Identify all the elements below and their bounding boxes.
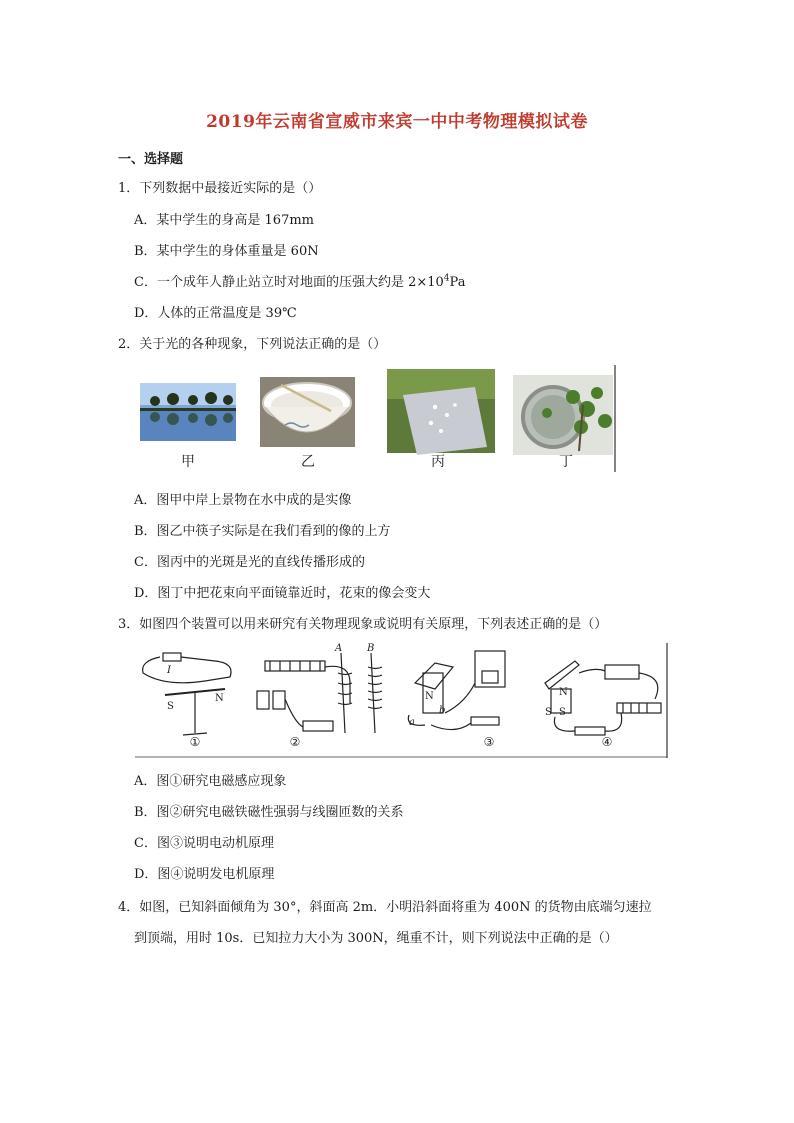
device-4-motor	[545, 661, 661, 735]
fig-label-4: ④	[601, 735, 613, 749]
section-heading: 一、选择题	[118, 152, 184, 167]
q3-option-b: B．图②研究电磁铁磁性强弱与线圈匝数的关系	[134, 805, 404, 820]
svg-text:S: S	[559, 707, 566, 718]
figure-ding-mirror-flowers	[513, 375, 613, 455]
svg-text:N: N	[215, 693, 224, 704]
q2-option-a: A．图甲中岸上景物在水中成的是实像	[134, 493, 352, 508]
svg-text:A: A	[335, 643, 343, 654]
caption-bing: 丙	[431, 454, 445, 470]
fig-label-1: ①	[189, 735, 201, 749]
question-2-stem: 2．关于光的各种现象，下列说法正确的是（）	[118, 337, 387, 352]
caption-yi: 乙	[301, 454, 315, 470]
question-1-stem: 1．下列数据中最接近实际的是（）	[118, 181, 322, 196]
q3-figure	[135, 643, 670, 758]
svg-text:I: I	[167, 665, 171, 676]
q3-option-d: D．图④说明发电机原理	[134, 867, 275, 882]
device-3-coil-galvanometer	[408, 651, 505, 730]
fig-label-2: ②	[289, 735, 301, 749]
q1-option-c: C．一个成年人静止站立时对地面的压强大约是 $2\times 10^4Pa$	[134, 273, 466, 290]
q1-option-a: A．某中学生的身高是 167mm	[134, 213, 314, 228]
question-4-stem-line-2: 到顶端，用时 10s．已知拉力大小为 300N，绳重不计，则下列说法中正确的是（）	[134, 931, 618, 946]
caption-jia: 甲	[181, 454, 195, 470]
q2-option-c: C．图丙中的光斑是光的直线传播形成的	[134, 555, 365, 570]
svg-text:S: S	[545, 707, 552, 718]
q1-option-b: B．某中学生的身体重量是 60N	[134, 244, 319, 259]
q2-option-d: D．图丁中把花束向平面镜靠近时，花束的像会变大	[134, 586, 431, 601]
caption-ding: 丁	[559, 454, 573, 470]
q3-option-a: A．图①研究电磁感应现象	[134, 774, 287, 789]
page-title: 2019年云南省宣威市来宾一中中考物理模拟试卷	[206, 112, 588, 132]
svg-text:a: a	[409, 717, 415, 728]
q1-option-d: D．人体的正常温度是 39℃	[134, 306, 297, 321]
fig-label-3: ③	[483, 735, 495, 749]
question-4-stem-line-1: 4．如图，已知斜面倾角为 30°，斜面高 2m．小明沿斜面将重为 400N 的货物由底端匀速拉	[118, 900, 652, 915]
figure-yi-chopstick-bowl	[260, 377, 355, 447]
q3-option-c: C．图③说明电动机原理	[134, 836, 274, 851]
svg-text:N: N	[559, 687, 568, 698]
svg-text:N: N	[425, 691, 434, 702]
device-2-electromagnets	[257, 653, 382, 733]
svg-text:B: B	[367, 643, 375, 654]
q2-figure	[135, 365, 617, 472]
figure-bing-light-spots	[387, 369, 495, 455]
svg-text:b: b	[439, 705, 446, 716]
figure-jia-reflection	[140, 383, 236, 441]
q2-option-b: B．图乙中筷子实际是在我们看到的像的上方	[134, 524, 391, 539]
question-3-stem: 3．如图四个装置可以用来研究有关物理现象或说明有关原理，下列表述正确的是（）	[118, 617, 608, 632]
svg-text:S: S	[167, 701, 174, 712]
